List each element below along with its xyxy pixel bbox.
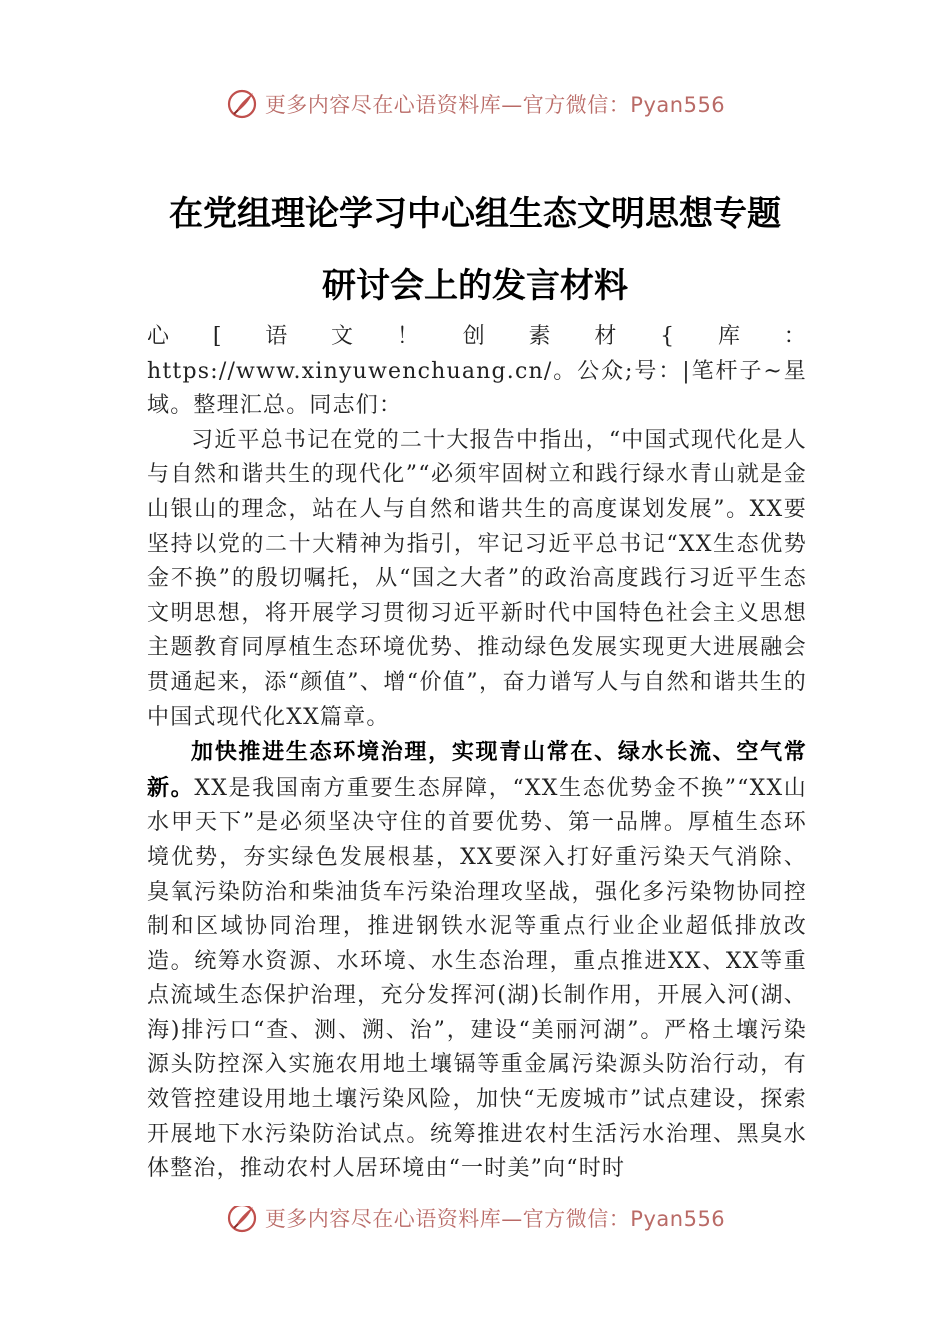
intro-paragraph: 心[语文！创素材{库：https://www.xinyuwenchuang.cn/。公众;号：|笔杆子~星域。整理汇总。同志们：: [147, 324, 807, 419]
paragraph-2-heading: 加快推进生态环境治理，实现青山常在、绿水长流、空气常新。: [147, 739, 807, 801]
header-watermark: [0, 84, 950, 124]
paragraph-2-body: XX是我国南方重要生态屏障，“XX生态优势金不换”“XX山水甲天下”是必须坚决守住的首要优势、第一品牌。厚植生态环境优势，夯实绿色发展根基，XX要深入打好重污染天气消除、臭氧污染防治和柴油货车污染治理攻坚战，强化多污染物协同控制和区域协同治理，推进钢铁水泥等重点行业企业超低排放改造。统筹水资源、水环境、水生态治理，重点推进XX、XX等重点流域生态保护治理，充分发挥河(湖)长制作用，开展入河(湖、海)排污口“查、测、溯、治”，建设“美丽河湖”。严格土壤污染源头防控深入实施农用地土壤镉等重金属污染源头防治行动，有效管控建设用地土壤污染风险，加快“无废城市”试点建设，探索开展地下水污染防治试点。统筹推进农村生活污水治理、黑臭水体整治，推动农村人居环境由“一时美”向“时时: [147, 775, 807, 1182]
quill-pen-icon: [225, 1206, 259, 1235]
document-title-line2: 研讨会上的发言材料: [322, 266, 628, 306]
watermark-text: 更多内容尽在心语资料库—官方微信：Pyan556: [264, 93, 726, 117]
paragraph-2: [147, 735, 807, 1187]
footer-watermark: [0, 1206, 950, 1240]
document-body: [147, 320, 807, 1215]
watermark-text: 更多内容尽在心语资料库—官方微信：Pyan556: [264, 1207, 726, 1231]
paragraph-1: 习近平总书记在党的二十大报告中指出，“中国式现代化是人与自然和谐共生的现代化”“必须牢固树立和践行绿水青山就是金山银山的理念，站在人与自然和谐共生的高度谋划发展”。XX要坚持以党的二十大精神为指引，牢记习近平总书记“XX生态优势金不换”的殷切嘱托，从“国之大者”的政治高度践行习近平生态文明思想，将开展学习贯彻习近平新时代中国特色社会主义思想主题教育同厚植生态环境优势、推动绿色发展实现更大进展融会贯通起来，添“颜值”、增“价值”，奋力谱写人与自然和谐共生的中国式现代化XX篇章。: [147, 427, 807, 730]
document-title-line1: 在党组理论学习中心组生态文明思想专题: [169, 194, 781, 234]
quill-pen-icon: [225, 87, 259, 121]
